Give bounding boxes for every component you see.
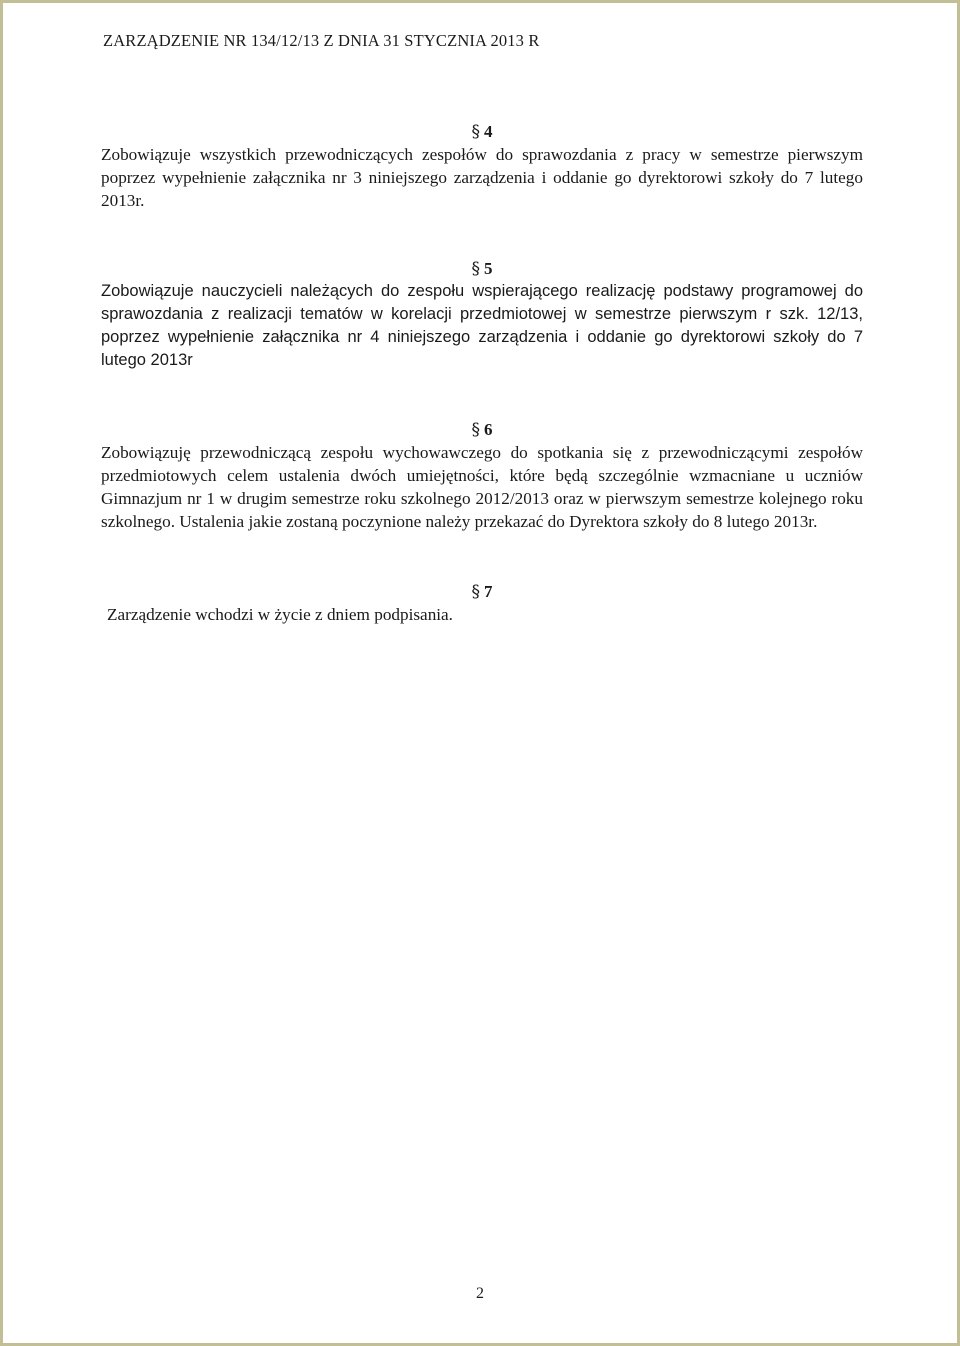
section-text: Zobowiązuje nauczycieli należących do zespołu wspierającego realizację podstawy programowej do sprawozdania z realizacji tematów w korelacji przedmiotowej w semestrze pierwszym r szk. 12/13, poprzez wypełnienie załącznika nr 4 niniejszego zarządzenia i oddanie go dyrektorowi szkoły do 7 lutego 2013r — [101, 282, 863, 369]
section-number: 5 — [484, 259, 493, 278]
section-5 — [101, 258, 863, 372]
section-heading — [101, 121, 863, 143]
document-header: ZARZĄDZENIE NR 134/12/13 Z DNIA 31 STYCZNIA 2013 R — [103, 31, 540, 50]
section-6 — [101, 419, 863, 533]
section-number: 7 — [484, 582, 493, 601]
section-heading — [101, 419, 863, 441]
section-sign: § — [471, 259, 480, 279]
section-sign: § — [471, 420, 480, 440]
section-text: Zobowiązuję przewodniczącą zespołu wychowawczego do spotkania się z przewodniczącymi zespołów przedmiotowych celem ustalenia dwóch umiejętności, które będą szczególnie wzmacniane u uczniów Gimnazjum nr 1 w drugim semestrze roku szkolnego 2012/2013 oraz w pierwszym semestrze kolejnego roku szkolnego. Ustalenia jakie zostaną poczynione należy przekazać do Dyrektora szkoły do 8 lutego 2013r. — [101, 443, 863, 531]
section-number: 6 — [484, 420, 493, 439]
section-heading — [101, 258, 863, 280]
page-number: 2 — [476, 1285, 484, 1302]
section-sign: § — [471, 582, 480, 602]
section-number: 4 — [484, 122, 493, 141]
section-heading — [101, 581, 863, 603]
section-7 — [101, 581, 863, 626]
section-sign: § — [471, 122, 480, 142]
section-text: Zobowiązuje wszystkich przewodniczących zespołów do sprawozdania z pracy w semestrze pierwszym poprzez wypełnienie załącznika nr 3 niniejszego zarządzenia i oddanie go dyrektorowi szkoły do 7 lutego 2013r. — [101, 145, 863, 210]
section-4 — [101, 121, 863, 212]
section-text: Zarządzenie wchodzi w życie z dniem podpisania. — [107, 605, 453, 624]
